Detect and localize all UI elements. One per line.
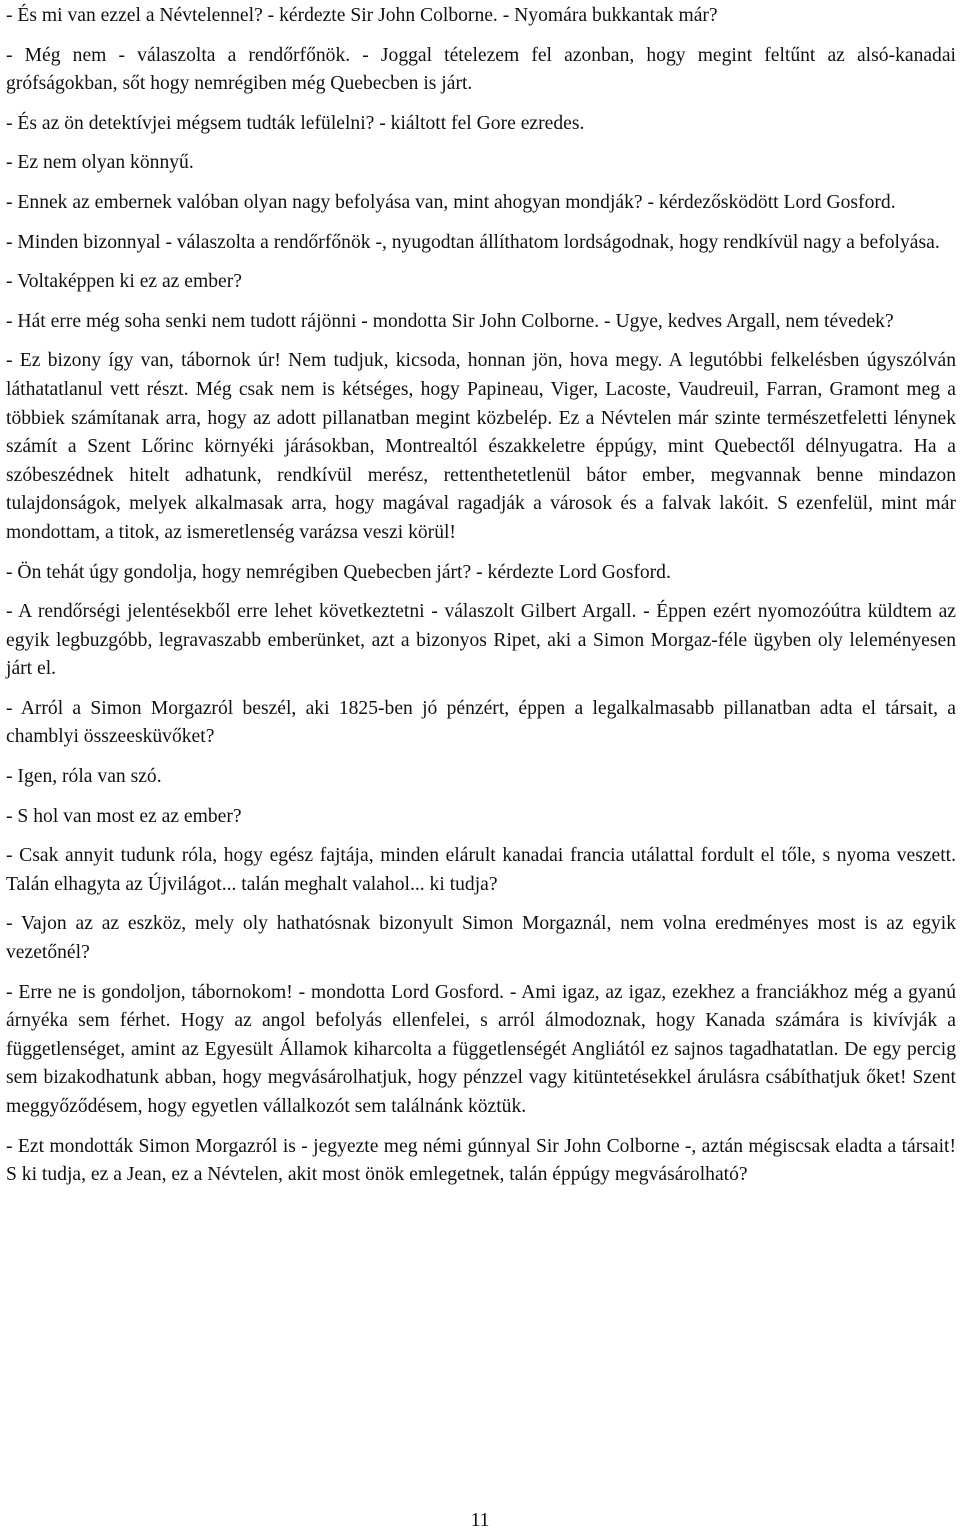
paragraph-16: - Vajon az az eszköz, mely oly hathatósnak bizonyult Simon Morgaznál, nem volna eredményes most is az egyik vezetőnél? bbox=[6, 913, 956, 964]
paragraph-1: - És mi van ezzel a Névtelennel? - kérdezte Sir John Colborne. - Nyomára bukkantak már? bbox=[6, 5, 718, 26]
paragraph-14: - S hol van most ez az ember? bbox=[6, 805, 242, 827]
paragraph-18: - Ezt mondották Simon Morgazról is - jegyezte meg némi gúnnyal Sir John Colborne -, aztán mégiscsak eladta a társait! S ki tudja, ez a Jean, ez a Névtelen, akit most önök emlegetnek, talán éppúgy megvásárolható? bbox=[6, 1135, 956, 1186]
paragraph-2: - Még nem - válaszolta a rendőrfőnök. - Joggal tételezem fel azonban, hogy megint feltűnt az alsó-kanadai grófságokban, sőt hogy nemrégiben még Quebecben is járt. bbox=[6, 44, 956, 95]
page-number: 11 bbox=[470, 1510, 490, 1531]
paragraph-7: - Voltaképpen ki ez az ember? bbox=[6, 271, 242, 293]
paragraph-17: - Erre ne is gondoljon, tábornokom! - mondotta Lord Gosford. - Ami igaz, az igaz, ezekhez a franciákhoz még a gyanú árnyéka sem férhet. Hogy az angol befolyás ellenfelei, s arról álmodoznak, hogy Kanada számára is kivívják a függetlenséget, amint az Egyesült Államok kiharcolta a függetlenségét Angliától ez sajnos tagadhatatlan. De egy percig sem bizakodhatunk abban, hogy megvásárolhatjuk, hogy pénzzel vagy kitüntetésekkel árulásra csábíthatjuk őket! Szent meggyőződésem, hogy egyetlen vállalkozót sem találnánk köztük. bbox=[6, 981, 956, 1117]
paragraph-5: - Ennek az embernek valóban olyan nagy befolyása van, mint ahogyan mondják? - kérdezősködött Lord Gosford. bbox=[6, 191, 896, 213]
paragraph-13: - Igen, róla van szó. bbox=[6, 766, 162, 788]
document-body bbox=[6, 2, 956, 1201]
paragraph-9: - Ez bizony így van, tábornok úr! Nem tudjuk, kicsoda, honnan jön, hova megy. A legutóbbi felkelésben úgyszólván láthatatlanul vett részt. Még csak nem is kétséges, hogy Papineau, Viger, Lacoste, Vaudreuil, Farran, Gramont meg a többiek számítanak arra, hogy az adott pillanatban megint közbelép. Ez a Névtelen már szinte természetfeletti lénynek számít a Szent Lőrinc környéki járásokban, Montrealtól északkeletre éppúgy, mint Quebectől délnyugatra. Ha a szóbeszédnek hitelt adhatunk, rendkívül merész, rettenthetetlenül bátor ember, megvannak benne mindazon tulajdonságok, melyek alkalmasak arra, hogy magával ragadják a városok és a falvak lakóit. S ezenfelül, mint már mondottam, a titok, az ismeretlenség varázsa veszi körül! bbox=[6, 350, 956, 543]
paragraph-8: - Hát erre még soha senki nem tudott rájönni - mondotta Sir John Colborne. - Ugye, kedves Argall, nem tévedek? bbox=[6, 310, 894, 332]
paragraph-4: - Ez nem olyan könnyű. bbox=[6, 152, 194, 174]
paragraph-10: - Ön tehát úgy gondolja, hogy nemrégiben Quebecben járt? - kérdezte Lord Gosford. bbox=[6, 561, 671, 583]
paragraph-11: - A rendőrségi jelentésekből erre lehet következtetni - válaszolt Gilbert Argall. - Éppen ezért nyomozóútra küldtem az egyik legbuzgóbb, legravaszabb emberünket, azt a bizonyos Ripet, aki a Simon Morgaz-féle ügyben oly leleményesen járt el. bbox=[6, 601, 956, 680]
paragraph-15: - Csak annyit tudunk róla, hogy egész fajtája, minden elárult kanadai francia utálattal fordult el tőle, s nyoma veszett. Talán elhagyta az Újvilágot... talán meghalt valahol... ki tudja? bbox=[6, 845, 956, 895]
paragraph-12: - Arról a Simon Morgazról beszél, aki 1825-ben jó pénzért, éppen a legalkalmasabb pillanatban adta el társait, a chamblyi összeesküvőket? bbox=[6, 697, 956, 748]
paragraph-3: - És az ön detektívjei mégsem tudták lefülelni? - kiáltott fel Gore ezredes. bbox=[6, 112, 585, 134]
paragraph-6: - Minden bizonnyal - válaszolta a rendőrfőnök -, nyugodtan állíthatom lordságodnak, hogy rendkívül nagy a befolyása. bbox=[6, 231, 940, 253]
